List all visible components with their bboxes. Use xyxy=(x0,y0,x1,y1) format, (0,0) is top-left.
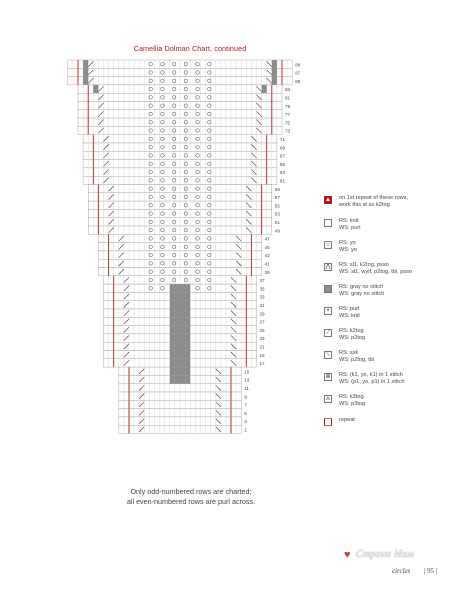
no-stitch-cell xyxy=(180,367,185,375)
row-number-label: 71 xyxy=(279,137,286,142)
row-number-label: 75 xyxy=(285,120,291,126)
no-stitch-cell xyxy=(272,68,277,76)
no-stitch-cell xyxy=(175,317,180,325)
legend-text-line: RS: gray no stitch xyxy=(339,284,384,290)
no-stitch-cell xyxy=(175,367,180,375)
row-number-label: 3 xyxy=(244,419,247,425)
no-stitch-cell xyxy=(175,326,180,334)
right-slant-icon: ⟋ xyxy=(325,330,331,336)
row-number-label: 79 xyxy=(285,103,291,109)
folio-page-number: | 95 | xyxy=(424,567,438,575)
row-number-label: 43 xyxy=(264,253,270,259)
gray-square-icon xyxy=(324,285,332,293)
left-slant-icon: ⟍ xyxy=(325,352,331,358)
row-number-label: 35 xyxy=(259,286,265,292)
legend-text-line: RS: sl1, k2tog, psso xyxy=(339,262,389,268)
dot-icon: • xyxy=(324,307,332,315)
row-number-label: 31 xyxy=(259,303,265,308)
row-number-label: 63 xyxy=(279,170,286,176)
row-number-label: 83 xyxy=(285,87,291,93)
legend-text-line: WS: (p1, yo, p1) in 1 stitch xyxy=(339,379,405,385)
no-stitch-cell xyxy=(180,326,185,334)
no-stitch-cell xyxy=(175,334,180,342)
row-number-label: 15 xyxy=(244,369,250,375)
row-number-label: 17 xyxy=(259,361,265,367)
no-stitch-cell xyxy=(170,301,175,309)
legend-text-line: RS: yo xyxy=(339,240,356,246)
legend-text-line: RS: purl xyxy=(339,306,360,312)
no-stitch-cell xyxy=(175,301,180,309)
no-stitch-cell xyxy=(180,351,185,359)
no-stitch-cell xyxy=(170,292,175,300)
row-number-label: 65 xyxy=(279,161,286,167)
no-stitch-cell xyxy=(185,326,190,334)
no-stitch-cell xyxy=(170,375,175,383)
no-stitch-cell xyxy=(175,375,180,383)
circle-icon: ○ xyxy=(324,241,332,249)
row-number-label: 13 xyxy=(244,377,250,383)
legend-text-line: work this st as k2tog xyxy=(339,202,390,208)
row-number-label: 9 xyxy=(244,394,247,400)
no-stitch-cell xyxy=(83,77,88,85)
no-stitch-cell xyxy=(185,359,190,367)
no-stitch-cell xyxy=(185,301,190,309)
no-stitch-cell xyxy=(170,334,175,342)
chart-grid-svg xyxy=(60,56,322,446)
no-stitch-cell xyxy=(180,309,185,317)
no-stitch-cell xyxy=(175,359,180,367)
row-number-label: 69 xyxy=(279,145,286,151)
no-stitch-cell xyxy=(180,317,185,325)
no-stitch-cell xyxy=(180,284,185,292)
legend-text-line: on 1st repeat of these rows, xyxy=(339,195,409,201)
row-number-label: 27 xyxy=(259,319,265,325)
row-number-label: 1 xyxy=(244,427,247,433)
no-stitch-cell xyxy=(170,359,175,367)
legend-text-line: RS: knit xyxy=(339,218,359,224)
no-stitch-cell xyxy=(185,342,190,350)
no-stitch-cell xyxy=(175,342,180,350)
row-number-label: 53 xyxy=(274,211,280,217)
no-stitch-cell xyxy=(170,367,175,375)
increase-icon: ⊕ xyxy=(325,374,331,380)
no-stitch-cell xyxy=(83,68,88,76)
heart-icon: ♥ xyxy=(344,549,351,561)
legend-text-line: RS: k2tog xyxy=(339,328,364,334)
no-stitch-cell xyxy=(175,292,180,300)
double-decrease-icon: ⋀ xyxy=(325,264,331,270)
no-stitch-cell xyxy=(175,309,180,317)
no-stitch-cell xyxy=(272,77,277,85)
row-number-label: 23 xyxy=(259,336,265,342)
no-stitch-cell xyxy=(185,375,190,383)
row-number-label: 29 xyxy=(259,311,265,317)
no-stitch-cell xyxy=(170,351,175,359)
row-number-label: 57 xyxy=(274,195,280,201)
no-stitch-cell xyxy=(170,326,175,334)
no-stitch-cell xyxy=(93,85,98,93)
row-number-label: 5 xyxy=(244,410,247,416)
no-stitch-cell xyxy=(185,351,190,359)
no-stitch-cell xyxy=(262,85,267,93)
footnote-line: all even-numbered rows are purl across. xyxy=(126,497,256,506)
legend-text-line: WS: p2tog xyxy=(339,335,366,341)
footnote-line: Only odd-numbered rows are charted; xyxy=(130,487,252,496)
no-stitch-cell xyxy=(170,342,175,350)
no-stitch-cell xyxy=(185,309,190,317)
legend-text-line: WS: gray no stitch xyxy=(339,291,385,297)
k3tog-icon: ⋏ xyxy=(325,396,331,402)
row-number-label: 49 xyxy=(274,228,280,234)
no-stitch-cell xyxy=(170,317,175,325)
row-number-label: 11 xyxy=(244,386,249,391)
row-number-label: 25 xyxy=(259,327,265,333)
legend-text-line: WS: p3tog xyxy=(339,401,366,407)
knitting-chart xyxy=(60,56,322,446)
row-number-label: 61 xyxy=(279,178,286,184)
legend-text-line: WS: purl xyxy=(339,225,361,231)
row-number-label: 41 xyxy=(264,261,270,267)
legend-text-line: WS: p2tog, tbl xyxy=(339,357,375,363)
legend-text-line: RS: (k1, yo, k1) in 1 stitch xyxy=(339,372,403,378)
legend-text-line: WS: yo xyxy=(339,247,358,253)
legend-text-line: RS: k3tog xyxy=(339,394,364,400)
site-watermark: Страна Мам xyxy=(356,549,415,560)
no-stitch-cell xyxy=(180,334,185,342)
row-number-label: 87 xyxy=(295,70,301,76)
row-number-label: 21 xyxy=(259,344,265,350)
row-number-label: 73 xyxy=(285,128,291,134)
row-number-label: 51 xyxy=(274,220,280,225)
legend-text-line: WS: knit xyxy=(339,313,360,319)
no-stitch-cell xyxy=(170,284,175,292)
row-number-label: 33 xyxy=(259,294,265,300)
no-stitch-cell xyxy=(175,351,180,359)
no-stitch-cell xyxy=(180,342,185,350)
red-triangle-icon: ▲ xyxy=(325,197,331,203)
row-number-label: 67 xyxy=(279,153,286,159)
row-number-label: 85 xyxy=(295,78,301,84)
row-number-label: 77 xyxy=(285,112,291,118)
no-stitch-cell xyxy=(175,284,180,292)
blank-square-icon xyxy=(324,219,332,227)
repeat-icon xyxy=(324,418,332,426)
no-stitch-cell xyxy=(180,359,185,367)
no-stitch-cell xyxy=(185,292,190,300)
no-stitch-cell xyxy=(185,284,190,292)
row-number-label: 7 xyxy=(244,402,247,408)
legend-text-line: WS: sl1, wyif, p2tog, tbl, psso xyxy=(339,269,413,275)
row-number-label: 55 xyxy=(274,203,280,209)
row-number-label: 45 xyxy=(264,244,270,250)
chart-footnote xyxy=(60,487,322,507)
no-stitch-cell xyxy=(185,334,190,342)
row-number-label: 47 xyxy=(264,236,270,242)
row-number-label: 39 xyxy=(264,269,270,275)
row-number-label: 37 xyxy=(259,278,265,284)
legend-text-line: RS: ssk xyxy=(339,350,359,356)
no-stitch-cell xyxy=(185,317,190,325)
no-stitch-cell xyxy=(83,60,88,68)
no-stitch-cell xyxy=(180,375,185,383)
no-stitch-cell xyxy=(272,60,277,68)
row-number-label: 81 xyxy=(285,95,291,101)
chart-title: Camellia Dolman Chart, continued xyxy=(133,44,247,53)
row-number-label: 89 xyxy=(295,62,301,68)
legend-text-line: repeat xyxy=(339,417,355,423)
no-stitch-cell xyxy=(185,367,190,375)
no-stitch-cell xyxy=(180,301,185,309)
row-number-label: 19 xyxy=(259,352,265,358)
no-stitch-cell xyxy=(180,292,185,300)
row-number-label: 59 xyxy=(274,186,280,192)
no-stitch-cell xyxy=(170,309,175,317)
folio-book-title: circles xyxy=(392,567,411,575)
